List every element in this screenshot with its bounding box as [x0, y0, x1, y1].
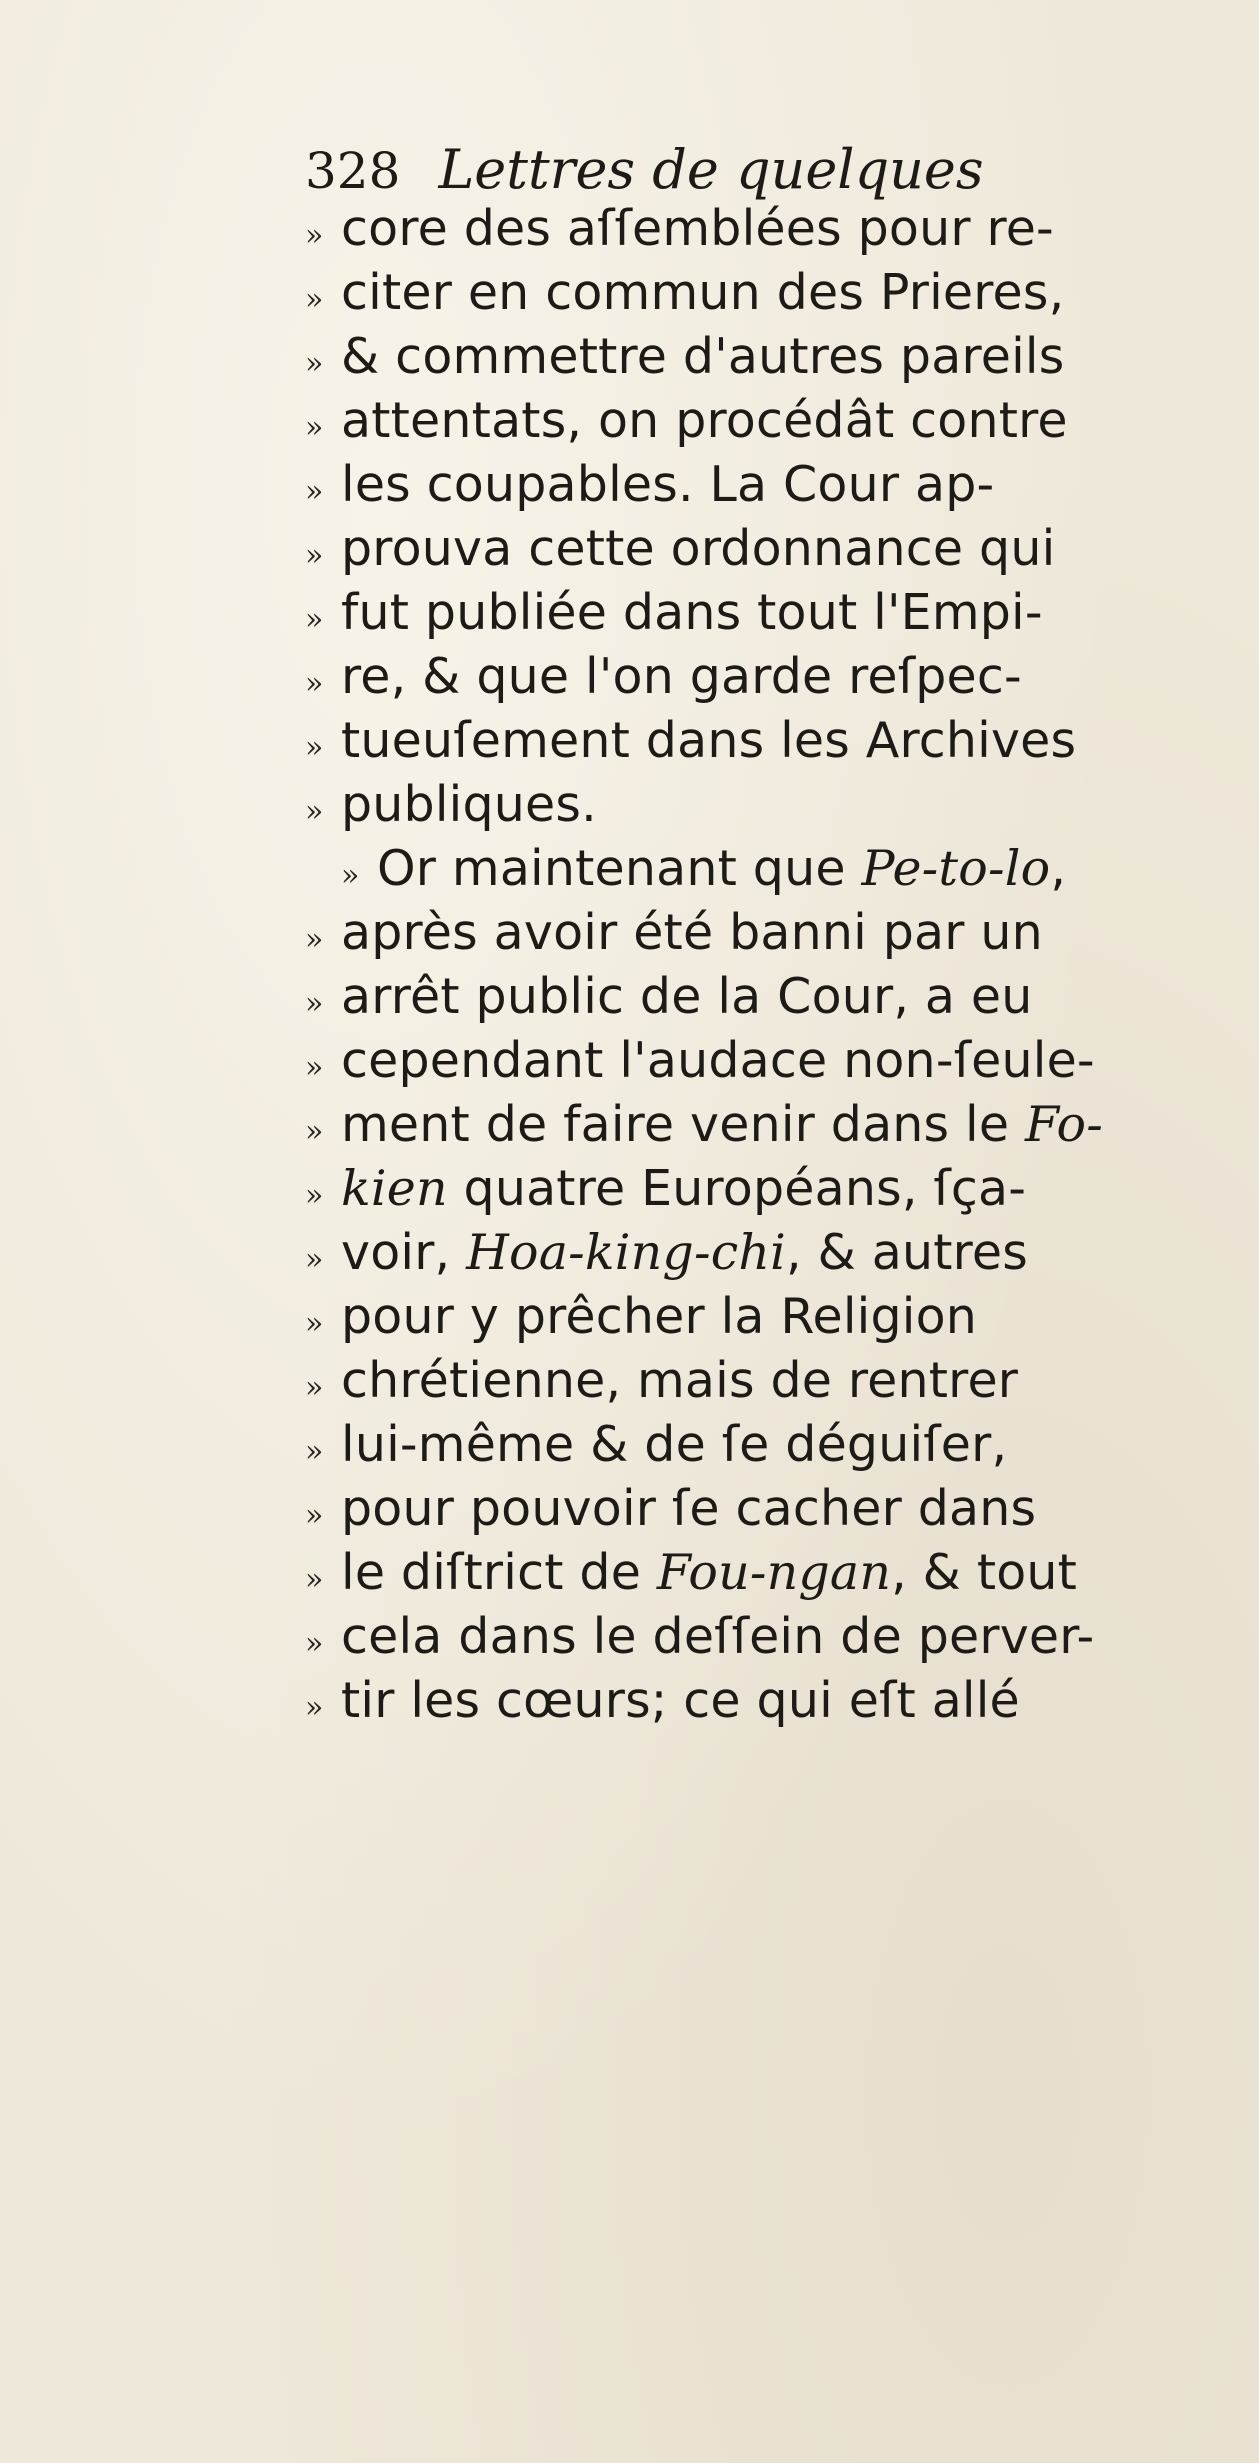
line-text: ment de faire venir dans le Fo- — [341, 1096, 1103, 1153]
quote-mark: » — [305, 1370, 324, 1405]
text-line — [305, 328, 1240, 392]
line-text: citer en commun des Prieres, — [341, 264, 1065, 321]
running-title: Lettres de quelques — [438, 138, 984, 201]
quote-mark: » — [305, 1306, 324, 1341]
line-text: tueuſement dans les Archives — [341, 712, 1077, 769]
quote-mark: » — [305, 666, 324, 701]
text-line — [305, 1672, 1240, 1736]
text-line — [305, 1416, 1240, 1480]
line-text: kien quatre Européans, ſça- — [341, 1160, 1027, 1217]
page-header — [305, 138, 984, 208]
page-number: 328 — [305, 142, 401, 200]
quote-mark: » — [305, 1242, 324, 1277]
text-line — [305, 584, 1240, 648]
line-text: Or maintenant que Pe-to-lo, — [377, 840, 1067, 897]
quote-mark: » — [305, 922, 324, 957]
quote-mark: » — [305, 794, 324, 829]
quote-mark: » — [305, 538, 324, 573]
text-line — [305, 776, 1240, 840]
line-text: re, & que l'on garde reſpec- — [341, 648, 1022, 705]
text-line — [305, 456, 1240, 520]
text-line — [305, 1096, 1240, 1160]
text-line — [305, 1352, 1240, 1416]
line-text: tir les cœurs; ce qui eſt allé — [341, 1672, 1020, 1729]
text-line — [305, 200, 1240, 264]
text-line — [305, 1224, 1240, 1288]
line-text: core des aſſemblées pour re- — [341, 200, 1054, 257]
line-text: cependant l'audace non-ſeule- — [341, 1032, 1095, 1089]
quote-mark: » — [305, 602, 324, 637]
text-line — [305, 1160, 1240, 1224]
quote-mark: » — [305, 282, 324, 317]
quote-mark: » — [305, 730, 324, 765]
quote-mark: » — [305, 986, 324, 1021]
text-line — [305, 1288, 1240, 1352]
text-line — [305, 1480, 1240, 1544]
text-line — [305, 1544, 1240, 1608]
quote-mark: » — [305, 1050, 324, 1085]
line-text: cela dans le deſſein de perver- — [341, 1608, 1095, 1665]
quote-mark: » — [305, 1114, 324, 1149]
line-text: & commettre d'autres pareils — [341, 328, 1065, 385]
line-text: attentats, on procédât contre — [341, 392, 1068, 449]
text-line — [341, 840, 1259, 904]
line-text: voir, Hoa-king-chi, & autres — [341, 1224, 1028, 1281]
text-line — [305, 1608, 1240, 1672]
text-line — [305, 392, 1240, 456]
quote-mark: » — [305, 346, 324, 381]
quote-mark: » — [305, 474, 324, 509]
line-text: pour y prêcher la Religion — [341, 1288, 978, 1345]
line-text: après avoir été banni par un — [341, 904, 1043, 961]
text-line — [305, 520, 1240, 584]
quote-mark: » — [305, 218, 324, 253]
line-text: lui-même & de ſe déguiſer, — [341, 1416, 1008, 1473]
quote-mark: » — [305, 1178, 324, 1213]
quote-mark: » — [305, 1562, 324, 1597]
text-line — [305, 1032, 1240, 1096]
text-line — [305, 648, 1240, 712]
line-text: chrétienne, mais de rentrer — [341, 1352, 1019, 1409]
quote-mark: » — [305, 1434, 324, 1469]
line-text: les coupables. La Cour ap- — [341, 456, 995, 513]
quote-mark: » — [305, 1690, 324, 1725]
line-text: fut publiée dans tout l'Empi- — [341, 584, 1043, 641]
text-line — [305, 712, 1240, 776]
line-text: arrêt public de la Cour, a eu — [341, 968, 1033, 1025]
text-line — [305, 968, 1240, 1032]
line-text: le diſtrict de Fou-ngan, & tout — [341, 1544, 1078, 1601]
line-text: prouva cette ordonnance qui — [341, 520, 1056, 577]
quote-mark: » — [305, 1498, 324, 1533]
quote-mark: » — [341, 858, 360, 893]
text-line — [305, 264, 1240, 328]
line-text: publiques. — [341, 776, 597, 833]
text-line — [305, 904, 1240, 968]
quote-mark: » — [305, 410, 324, 445]
line-text: pour pouvoir ſe cacher dans — [341, 1480, 1037, 1537]
quote-mark: » — [305, 1626, 324, 1661]
